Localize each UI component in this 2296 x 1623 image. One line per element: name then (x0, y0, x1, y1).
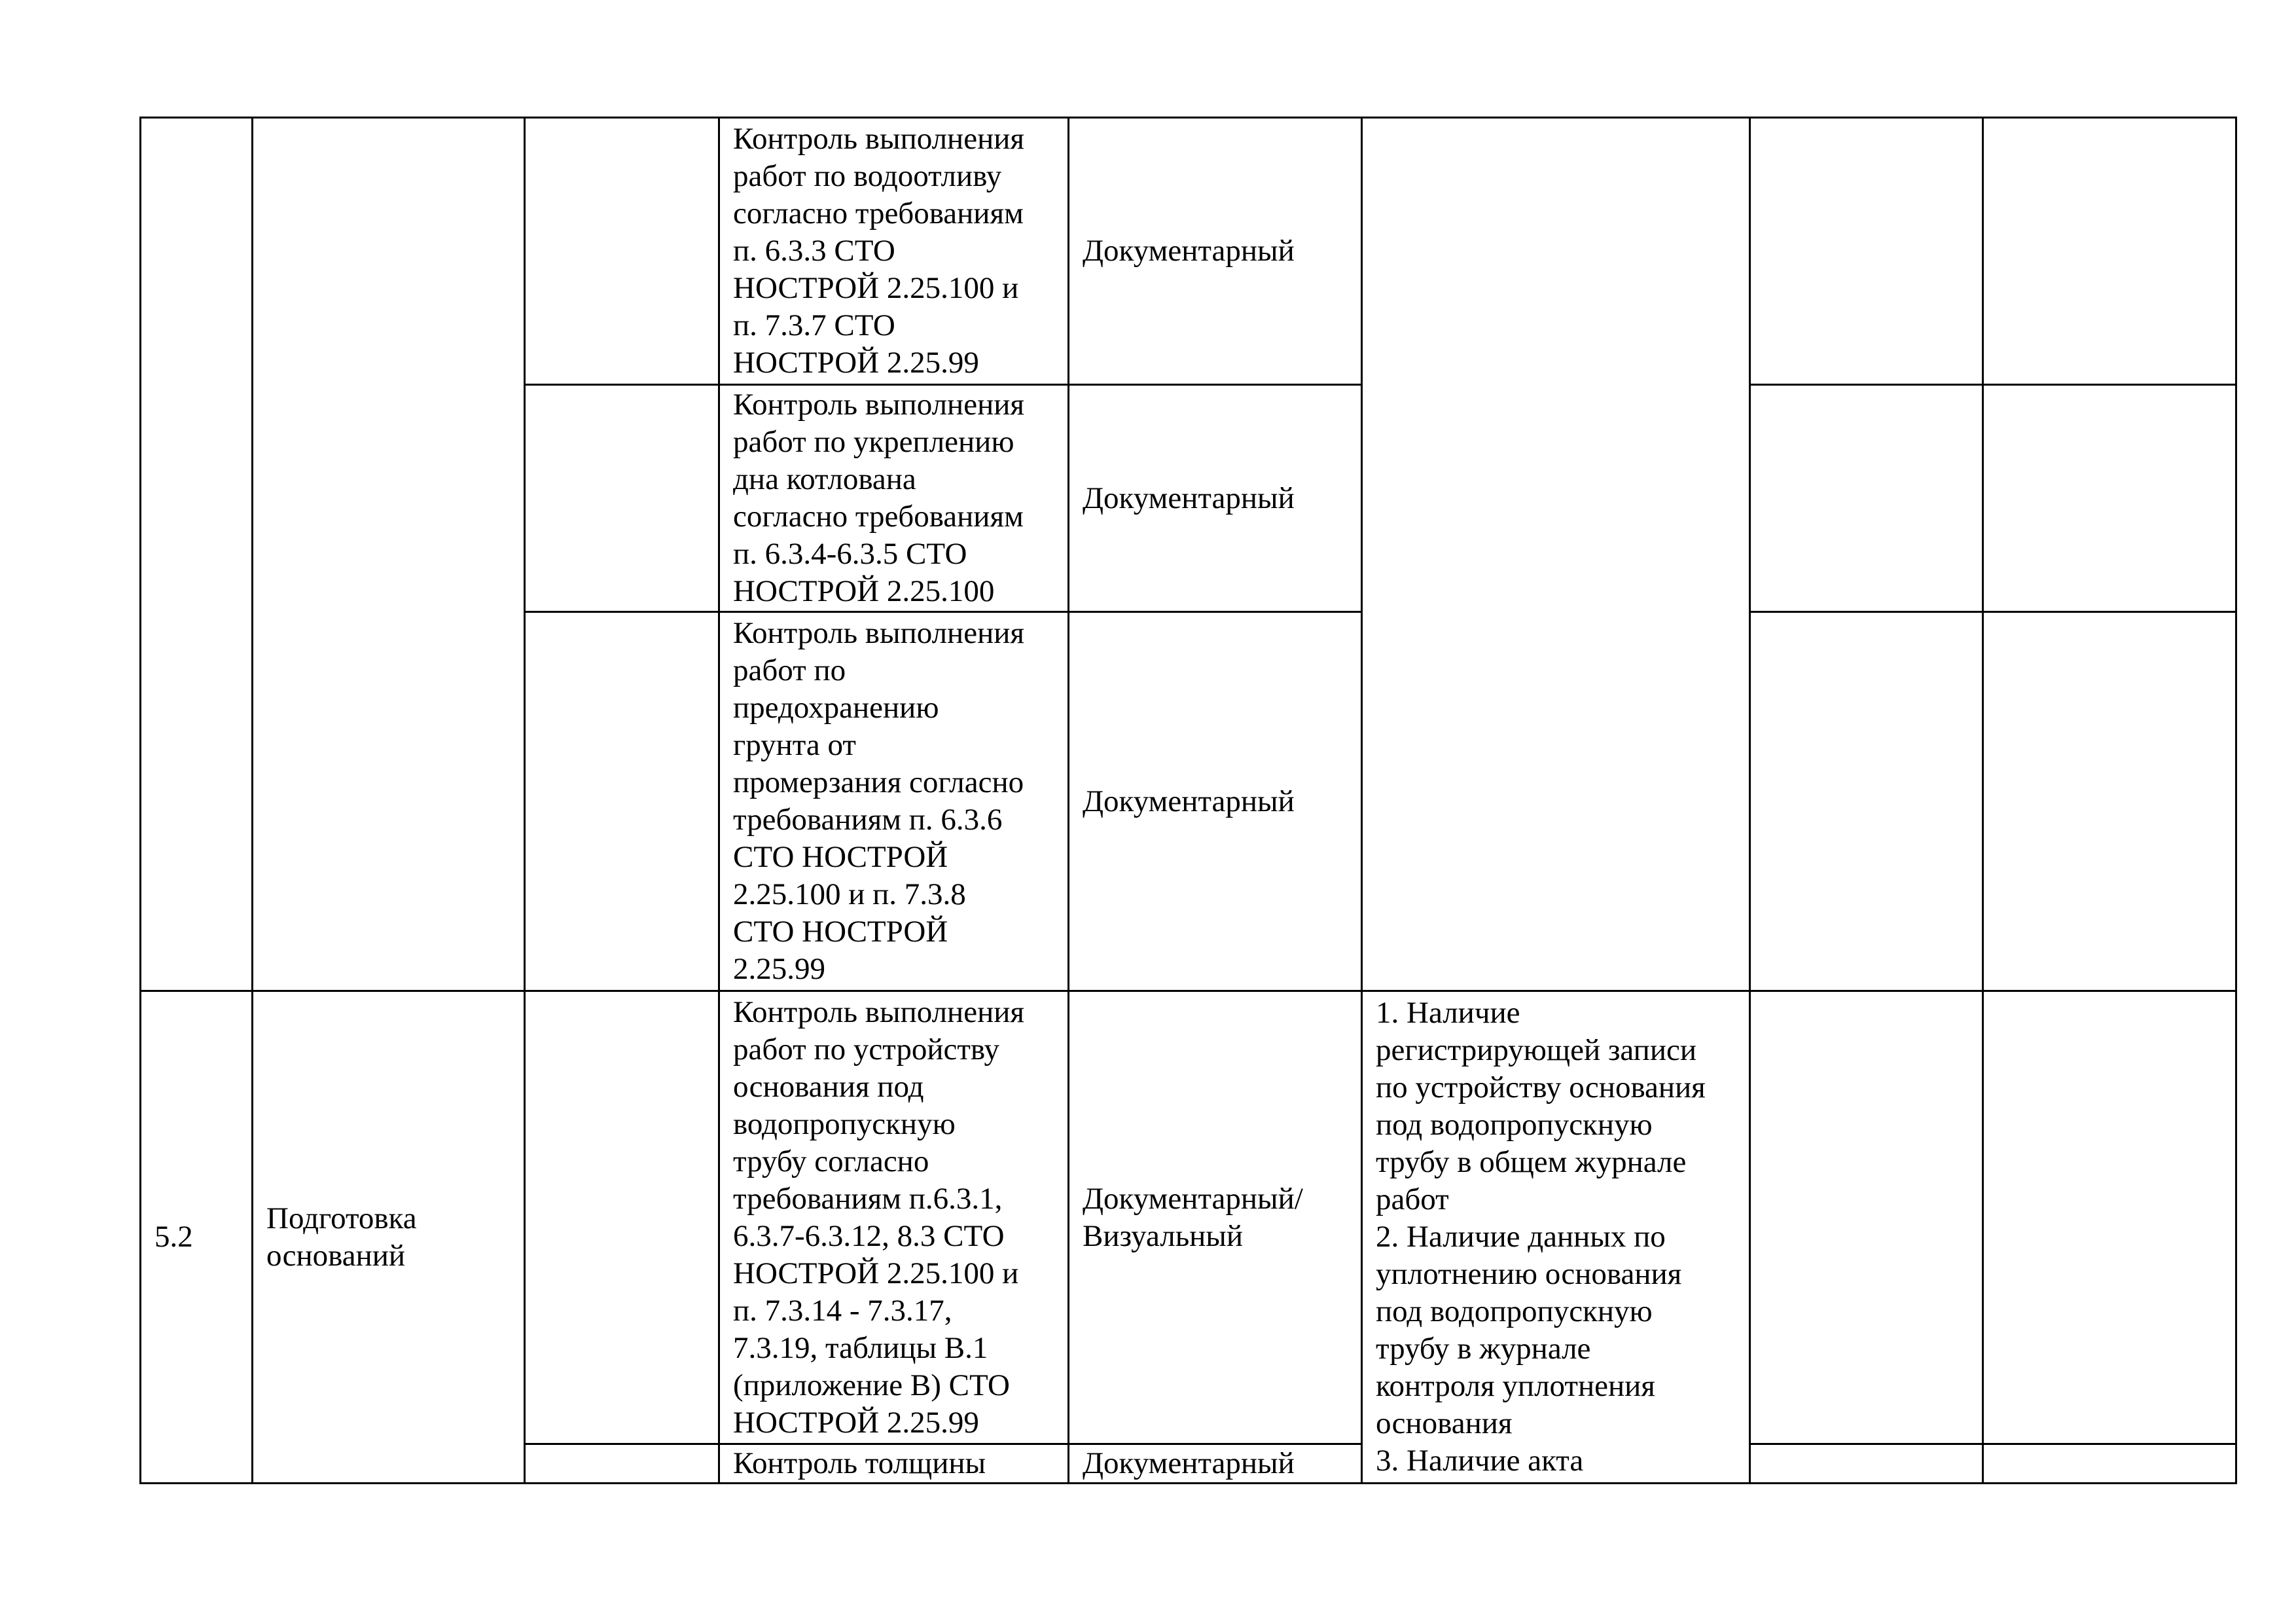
table-row (141, 118, 2236, 385)
empty-cell (1983, 612, 2236, 991)
method-text: Документарный/ Визуальный (1083, 1181, 1303, 1253)
requirement-text: Контроль выполнения работ по укреплению дна котлована согласно требованиям п. 6.3.4-6.3.5 СТО НОСТРОЙ 2.25.100 (733, 388, 1024, 608)
documents-cell (1362, 118, 1750, 991)
method-cell (1069, 385, 1362, 612)
requirement-cell (719, 991, 1069, 1444)
empty-cell (525, 991, 719, 1444)
requirement-cell (719, 385, 1069, 612)
empty-cell (525, 118, 719, 385)
empty-cell (525, 385, 719, 612)
empty-cell (1983, 991, 2236, 1444)
empty-cell (1750, 1444, 1983, 1484)
method-text: Документарный (1083, 234, 1295, 268)
method-text: Документарный (1083, 784, 1295, 818)
section-name-cell (253, 118, 525, 991)
method-text: Документарный (1083, 481, 1295, 515)
empty-cell (1983, 118, 2236, 385)
empty-cell (525, 1444, 719, 1484)
method-text: Документарный (1083, 1446, 1295, 1480)
requirement-text: Контроль выполнения работ по водоотливу согласно требованиям п. 6.3.3 СТО НОСТРОЙ 2.25.100 и п. 7.3.7 СТО НОСТРОЙ 2.25.99 (733, 122, 1024, 380)
section-number: 5.2 (154, 1220, 193, 1254)
empty-cell (1983, 1444, 2236, 1484)
empty-cell (1750, 118, 1983, 385)
table-row (141, 991, 2236, 1444)
section-number-cell (141, 118, 253, 991)
requirement-cell (719, 118, 1069, 385)
method-cell (1069, 1444, 1362, 1484)
inspection-table (139, 117, 2237, 1484)
documents-cell (1362, 991, 1750, 1484)
empty-cell (525, 612, 719, 991)
section-name: Подготовка оснований (266, 1201, 417, 1273)
requirement-cell (719, 612, 1069, 991)
empty-cell (1750, 991, 1983, 1444)
method-cell (1069, 991, 1362, 1444)
empty-cell (1750, 385, 1983, 612)
empty-cell (1750, 612, 1983, 991)
requirement-cell (719, 1444, 1069, 1484)
empty-cell (1983, 385, 2236, 612)
requirement-text: Контроль толщины (733, 1446, 986, 1480)
documents-text: 1. Наличие регистрирующей записи по устройству основания под водопропускную трубу в общем журнале работ 2. Наличие данных по уплотнению основания под водопропускную трубу в журнале контроля уплотнения основания 3. Наличие акта (1376, 996, 1706, 1478)
section-number-cell (141, 991, 253, 1484)
method-cell (1069, 118, 1362, 385)
method-cell (1069, 612, 1362, 991)
requirement-text: Контроль выполнения работ по устройству основания под водопропускную трубу согласно требованиям п.6.3.1, 6.3.7-6.3.12, 8.3 СТО НОСТРОЙ 2.25.100 и п. 7.3.14 - 7.3.17, 7.3.19, таблицы В.1 (приложение В) СТО НОСТРОЙ 2.25.99 (733, 994, 1024, 1440)
section-name-cell (253, 991, 525, 1484)
requirement-text: Контроль выполнения работ по предохранению грунта от промерзания согласно требованиям п. 6.3.6 СТО НОСТРОЙ 2.25.100 и п. 7.3.8 СТО НОСТРОЙ 2.25.99 (733, 616, 1024, 986)
